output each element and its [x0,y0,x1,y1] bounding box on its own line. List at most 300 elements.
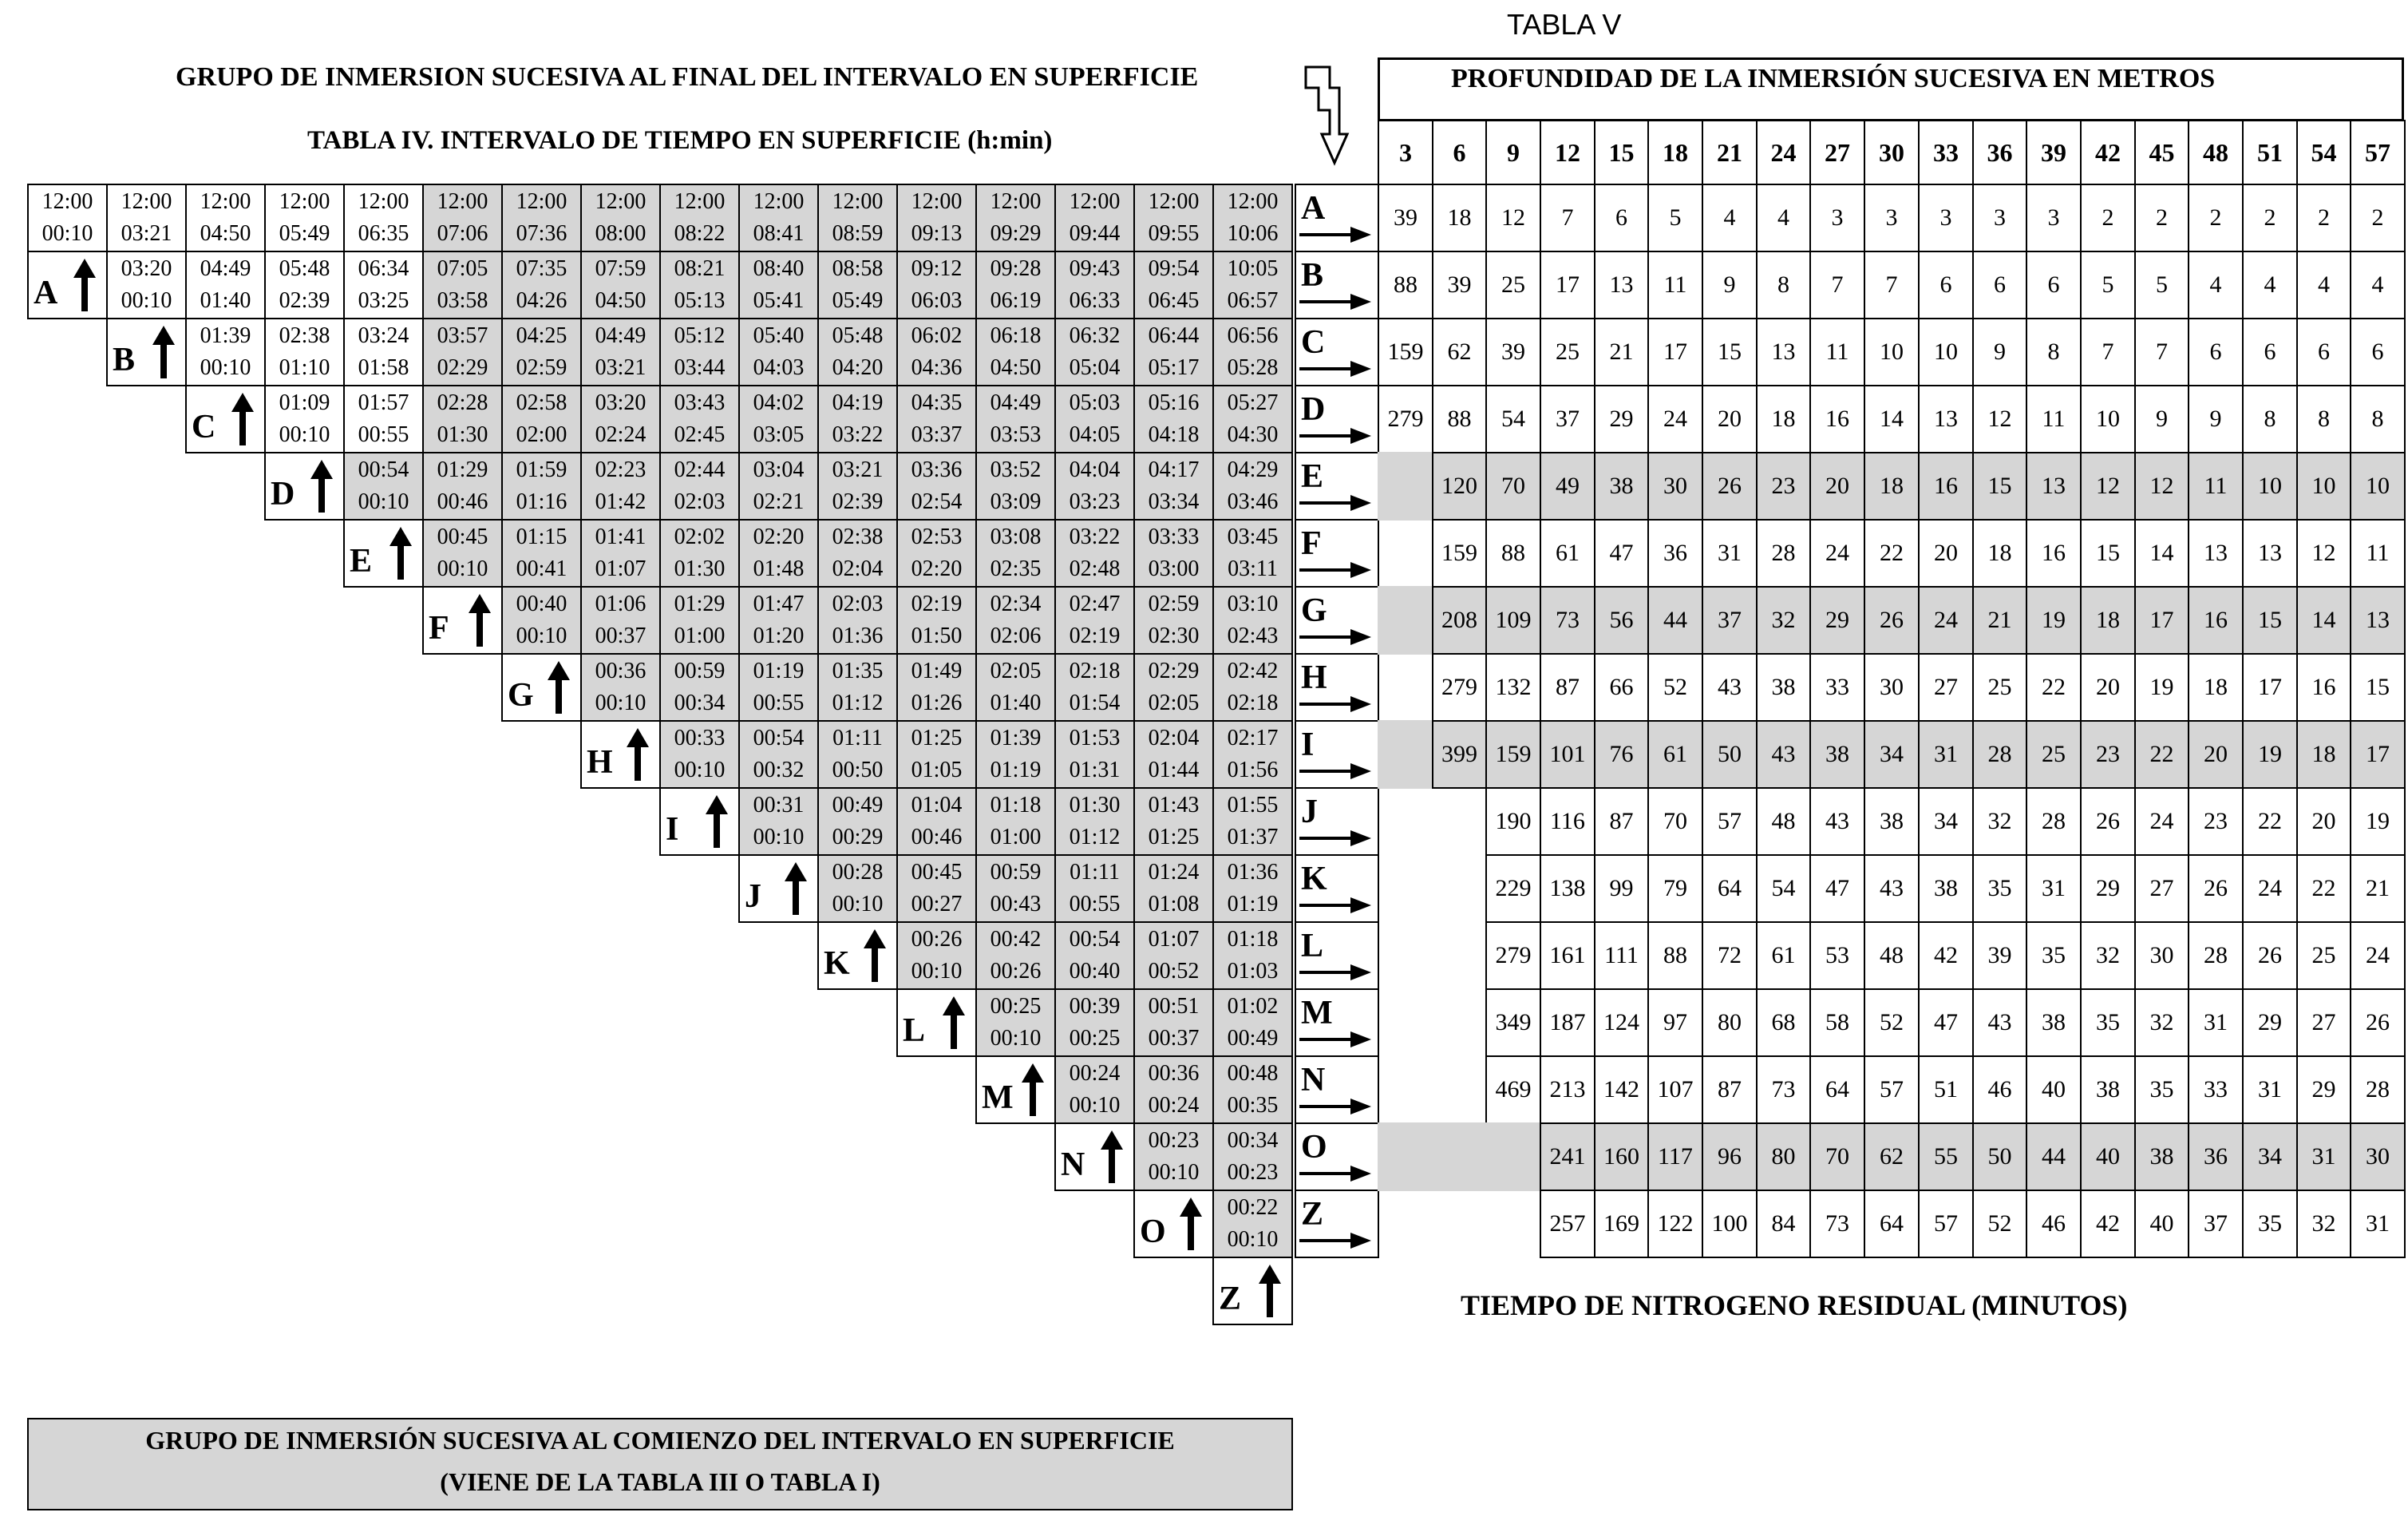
interval-max: 01:06 [595,592,646,616]
interval-max: 08:40 [753,256,805,281]
residual-nitrogen-cell: 27 [2134,854,2189,923]
interval-cell [501,586,582,655]
residual-nitrogen-cell: 70 [1485,452,1541,521]
residual-nitrogen-cell: 20 [2080,653,2136,722]
interval-max: 01:18 [990,793,1042,818]
interval-max: 02:19 [911,592,963,616]
residual-nitrogen-cell: 30 [2134,921,2189,990]
interval-min: 00:10 [1069,1093,1121,1118]
residual-nitrogen-cell: 31 [1702,519,1758,588]
interval-max: 02:38 [279,323,330,348]
residual-nitrogen-cell: 10 [1918,318,1974,386]
residual-nitrogen-cell: 24 [1647,385,1703,453]
interval-cell [738,452,819,521]
residual-nitrogen-cell: 72 [1702,921,1758,990]
interval-min: 05:17 [1148,355,1200,380]
residual-nitrogen-cell: 73 [1540,586,1595,655]
interval-cell [817,854,898,923]
residual-nitrogen-cell: 87 [1540,653,1595,722]
up-arrow-icon [545,659,572,715]
interval-min: 05:49 [832,288,884,313]
end-group-letter: N [1301,1062,1326,1099]
interval-max: 00:45 [437,525,488,549]
interval-min: 04:26 [516,288,567,313]
residual-nitrogen-cell: 122 [1647,1190,1703,1258]
end-group-letter: C [1301,324,1326,361]
interval-cell [501,318,582,386]
interval-cell [1054,586,1135,655]
interval-min: 01:30 [674,556,726,581]
interval-max: 03:04 [753,457,805,482]
residual-nitrogen-cell: 10 [2296,452,2351,521]
residual-nitrogen-cell: 7 [1540,184,1595,252]
interval-cell [343,251,424,319]
up-arrow-icon [1098,1129,1125,1185]
interval-cell [738,385,819,453]
residual-nitrogen-cell: 35 [1972,854,2027,923]
residual-nitrogen-cell: 3 [1972,184,2027,252]
right-arrow-icon [1298,896,1373,915]
residual-nitrogen-cell: 66 [1594,653,1649,722]
interval-max: 12:00 [437,189,488,214]
interval-cell [501,184,582,252]
residual-nitrogen-cell: 18 [2188,653,2244,722]
blank-shade [1432,1122,1487,1191]
interval-cell [1133,988,1214,1057]
interval-max: 03:24 [358,323,409,348]
interval-cell [1212,921,1293,990]
start-group-letter: D [271,476,295,513]
residual-nitrogen-cell: 8 [2350,385,2406,453]
interval-min: 00:10 [121,288,172,313]
interval-cell [580,385,661,453]
residual-nitrogen-cell: 9 [2134,385,2189,453]
residual-nitrogen-cell: 17 [1647,318,1703,386]
interval-min: 01:05 [911,758,963,782]
blank-shade [1378,586,1433,655]
residual-nitrogen-cell: 190 [1485,787,1541,856]
residual-nitrogen-cell: 32 [1972,787,2027,856]
residual-nitrogen-cell: 88 [1485,519,1541,588]
residual-nitrogen-cell: 22 [1864,519,1920,588]
table-v-title: PROFUNDIDAD DE LA INMERSIÓN SUCESIVA EN METROS [1451,64,2216,93]
start-group-letter: K [824,945,850,982]
residual-nitrogen-cell: 43 [1702,653,1758,722]
interval-cell [738,586,819,655]
residual-nitrogen-cell: 10 [2080,385,2136,453]
residual-nitrogen-cell: 57 [1702,787,1758,856]
residual-nitrogen-cell: 10 [1864,318,1920,386]
interval-cell [659,519,740,588]
interval-max: 02:18 [1069,659,1121,683]
residual-nitrogen-cell: 279 [1378,385,1433,453]
interval-min: 04:20 [832,355,884,380]
residual-nitrogen-cell: 16 [2026,519,2082,588]
end-group-cell [1295,854,1379,923]
end-group-letter: Z [1301,1196,1324,1233]
residual-nitrogen-cell: 26 [2188,854,2244,923]
interval-cell [817,251,898,319]
up-arrow-icon [624,726,651,782]
residual-nitrogen-cell: 46 [1972,1055,2027,1124]
interval-max: 01:55 [1227,793,1279,818]
up-arrow-icon [308,458,335,514]
interval-min: 01:50 [911,624,963,648]
residual-nitrogen-cell: 21 [1972,586,2027,655]
interval-max: 00:24 [1069,1061,1121,1086]
start-group-letter: G [508,677,534,714]
end-group-cell [1295,385,1379,453]
interval-cell [1212,1055,1293,1124]
residual-nitrogen-cell: 7 [2134,318,2189,386]
end-group-letter: J [1301,794,1318,830]
residual-nitrogen-cell: 42 [1918,921,1974,990]
residual-nitrogen-cell: 35 [2026,921,2082,990]
residual-nitrogen-cell: 213 [1540,1055,1595,1124]
residual-nitrogen-cell: 15 [2242,586,2298,655]
interval-cell [896,720,977,789]
residual-nitrogen-cell: 7 [1809,251,1865,319]
residual-nitrogen-cell: 19 [2026,586,2082,655]
interval-min: 08:59 [832,221,884,246]
interval-cell [106,251,187,319]
residual-nitrogen-cell: 15 [1702,318,1758,386]
interval-max: 02:02 [674,525,726,549]
interval-min: 02:43 [1227,624,1279,648]
residual-nitrogen-cell: 42 [2080,1190,2136,1258]
residual-nitrogen-cell: 46 [2026,1190,2082,1258]
interval-min: 00:46 [437,489,488,514]
interval-max: 00:36 [595,659,646,683]
residual-nitrogen-cell: 26 [2242,921,2298,990]
depth-header-cell: 51 [2242,120,2298,185]
interval-cell [185,184,266,252]
interval-min: 08:41 [753,221,805,246]
interval-cell [738,787,819,856]
interval-cell [422,385,503,453]
interval-cell [1133,519,1214,588]
right-arrow-icon [1298,426,1373,445]
blank-shade [1378,720,1433,789]
interval-cell [896,921,977,990]
residual-nitrogen-cell: 13 [2188,519,2244,588]
end-group-letter: F [1301,525,1322,562]
interval-min: 01:44 [1148,758,1200,782]
interval-cell [1133,787,1214,856]
interval-cell [1212,452,1293,521]
interval-cell [1212,988,1293,1057]
interval-max: 05:12 [674,323,726,348]
residual-nitrogen-cell: 26 [2350,988,2406,1057]
interval-cell [896,452,977,521]
interval-min: 01:03 [1227,959,1279,984]
interval-min: 00:40 [1069,959,1121,984]
depth-header-cell: 30 [1864,120,1920,185]
blank-shade [1378,1122,1433,1191]
interval-max: 02:38 [832,525,884,549]
residual-nitrogen-cell: 25 [2026,720,2082,789]
interval-min: 02:39 [279,288,330,313]
residual-nitrogen-cell: 37 [1702,586,1758,655]
residual-nitrogen-cell: 2 [2242,184,2298,252]
interval-max: 01:57 [358,390,409,415]
interval-min: 03:46 [1227,489,1279,514]
end-group-cell [1295,720,1379,789]
interval-max: 04:49 [200,256,251,281]
interval-cell [817,787,898,856]
interval-min: 00:10 [911,959,963,984]
interval-min: 04:36 [911,355,963,380]
residual-nitrogen-cell: 62 [1864,1122,1920,1191]
interval-min: 02:29 [437,355,488,380]
interval-min: 01:16 [516,489,567,514]
interval-max: 01:29 [674,592,726,616]
interval-cell [580,452,661,521]
end-group-letter: O [1301,1129,1327,1166]
interval-min: 02:19 [1069,624,1121,648]
residual-nitrogen-cell: 4 [2242,251,2298,319]
interval-min: 08:00 [595,221,646,246]
depth-header-cell: 9 [1485,120,1541,185]
depth-header-cell: 18 [1647,120,1703,185]
interval-max: 01:39 [990,726,1042,750]
residual-nitrogen-cell: 31 [2242,1055,2298,1124]
residual-nitrogen-cell: 53 [1809,921,1865,990]
depth-header-cell: 45 [2134,120,2189,185]
interval-cell [659,385,740,453]
residual-nitrogen-cell: 107 [1647,1055,1703,1124]
interval-cell [817,318,898,386]
residual-nitrogen-cell: 29 [2080,854,2136,923]
interval-cell [659,318,740,386]
interval-cell [185,251,266,319]
residual-nitrogen-cell: 34 [2242,1122,2298,1191]
interval-cell [975,921,1056,990]
residual-nitrogen-cell: 11 [2188,452,2244,521]
residual-nitrogen-cell: 80 [1756,1122,1811,1191]
interval-max: 01:30 [1069,793,1121,818]
interval-min: 00:37 [595,624,646,648]
residual-nitrogen-cell: 9 [1702,251,1758,319]
interval-min: 00:10 [990,1026,1042,1051]
interval-max: 04:49 [990,390,1042,415]
interval-min: 01:12 [1069,825,1121,849]
start-group-letter: C [192,409,216,445]
residual-nitrogen-cell: 2 [2134,184,2189,252]
interval-max: 01:35 [832,659,884,683]
interval-cell [264,184,345,252]
residual-nitrogen-cell: 25 [2296,921,2351,990]
residual-nitrogen-cell: 76 [1594,720,1649,789]
residual-nitrogen-cell: 2 [2080,184,2136,252]
interval-min: 00:55 [358,422,409,447]
residual-nitrogen-cell: 2 [2350,184,2406,252]
depth-header-cell: 39 [2026,120,2082,185]
interval-cell [975,385,1056,453]
residual-nitrogen-cell: 39 [1972,921,2027,990]
residual-nitrogen-cell: 27 [2296,988,2351,1057]
residual-nitrogen-cell: 47 [1809,854,1865,923]
residual-nitrogen-cell: 12 [1485,184,1541,252]
interval-cell [264,385,345,453]
interval-max: 02:53 [911,525,963,549]
residual-nitrogen-cell: 28 [2026,787,2082,856]
residual-nitrogen-cell: 38 [1809,720,1865,789]
interval-max: 09:54 [1148,256,1200,281]
up-arrow-icon [1256,1263,1283,1319]
interval-cell [343,385,424,453]
end-group-cell [1295,1055,1379,1124]
residual-nitrogen-cell: 57 [1864,1055,1920,1124]
residual-nitrogen-cell: 15 [2080,519,2136,588]
up-arrow-icon [387,525,414,581]
interval-min: 02:04 [832,556,884,581]
interval-cell [975,787,1056,856]
residual-nitrogen-cell: 70 [1647,787,1703,856]
residual-nitrogen-cell: 35 [2134,1055,2189,1124]
interval-cell [1054,251,1135,319]
residual-nitrogen-cell: 73 [1809,1190,1865,1258]
residual-nitrogen-cell: 32 [2080,921,2136,990]
interval-max: 00:49 [832,793,884,818]
residual-nitrogen-cell: 35 [2080,988,2136,1057]
interval-max: 00:54 [753,726,805,750]
residual-nitrogen-cell: 25 [1485,251,1541,319]
interval-cell [422,318,503,386]
interval-cell [501,385,582,453]
start-group-cell [580,720,661,789]
up-arrow-icon [861,928,888,984]
residual-nitrogen-cell: 40 [2026,1055,2082,1124]
residual-nitrogen-cell: 19 [2350,787,2406,856]
residual-nitrogen-cell: 26 [1702,452,1758,521]
interval-cell [659,251,740,319]
residual-nitrogen-cell: 38 [1756,653,1811,722]
interval-max: 06:34 [358,256,409,281]
residual-nitrogen-cell: 257 [1540,1190,1595,1258]
interval-max: 01:59 [516,457,567,482]
end-group-letter: H [1301,659,1327,696]
residual-nitrogen-cell: 469 [1485,1055,1541,1124]
depth-header-cell: 27 [1809,120,1865,185]
up-arrow-icon [229,391,256,447]
residual-nitrogen-cell: 6 [2026,251,2082,319]
residual-nitrogen-cell: 37 [1540,385,1595,453]
interval-cell [1133,318,1214,386]
up-arrow-icon [703,794,730,849]
residual-nitrogen-cell: 13 [1918,385,1974,453]
residual-nitrogen-cell: 159 [1485,720,1541,789]
depth-header-cell: 15 [1594,120,1649,185]
start-group-cell [1212,1257,1293,1325]
interval-max: 00:59 [674,659,726,683]
right-arrow-icon [1298,292,1373,311]
residual-nitrogen-cell: 96 [1702,1122,1758,1191]
start-group-letter: E [350,543,373,580]
residual-nitrogen-cell: 4 [2188,251,2244,319]
start-group-cell [264,452,345,521]
residual-nitrogen-cell: 30 [1647,452,1703,521]
end-group-cell [1295,318,1379,386]
interval-max: 04:17 [1148,457,1200,482]
residual-nitrogen-cell: 87 [1594,787,1649,856]
residual-nitrogen-cell: 279 [1432,653,1487,722]
interval-cell [1054,184,1135,252]
interval-min: 02:20 [911,556,963,581]
residual-nitrogen-cell: 87 [1702,1055,1758,1124]
right-arrow-icon [1298,627,1373,647]
residual-nitrogen-cell: 33 [1809,653,1865,722]
interval-min: 00:10 [674,758,726,782]
interval-min: 03:53 [990,422,1042,447]
residual-nitrogen-cell: 24 [2350,921,2406,990]
residual-nitrogen-cell: 51 [1918,1055,1974,1124]
residual-nitrogen-cell: 70 [1809,1122,1865,1191]
interval-max: 01:07 [1148,927,1200,952]
up-arrow-icon [1019,1062,1046,1118]
interval-max: 02:44 [674,457,726,482]
interval-max: 02:20 [753,525,805,549]
interval-max: 00:40 [516,592,567,616]
interval-cell [975,318,1056,386]
start-group-letter: Z [1219,1281,1242,1317]
interval-min: 02:35 [990,556,1042,581]
interval-min: 02:45 [674,422,726,447]
residual-nitrogen-cell: 99 [1594,854,1649,923]
residual-nitrogen-cell: 84 [1756,1190,1811,1258]
interval-min: 00:10 [516,624,567,648]
table-v-footer: TIEMPO DE NITROGENO RESIDUAL (MINUTOS) [1461,1289,2128,1321]
interval-max: 12:00 [753,189,805,214]
start-group-letter: F [429,610,449,647]
end-group-cell [1295,251,1379,319]
interval-cell [343,318,424,386]
start-group-letter: B [113,342,136,378]
residual-nitrogen-cell: 17 [2350,720,2406,789]
interval-cell [580,251,661,319]
interval-min: 00:49 [1227,1026,1279,1051]
interval-cell [1054,385,1135,453]
interval-max: 01:18 [1227,927,1279,952]
interval-min: 00:37 [1148,1026,1200,1051]
interval-cell [185,318,266,386]
residual-nitrogen-cell: 10 [2350,452,2406,521]
residual-nitrogen-cell: 37 [2188,1190,2244,1258]
interval-cell [422,184,503,252]
interval-max: 12:00 [1227,189,1279,214]
interval-max: 09:43 [1069,256,1121,281]
residual-nitrogen-cell: 15 [2350,653,2406,722]
interval-max: 12:00 [990,189,1042,214]
interval-cell [896,586,977,655]
interval-cell [1212,519,1293,588]
start-group-cell [817,921,898,990]
residual-nitrogen-cell: 18 [2296,720,2351,789]
interval-min: 01:00 [674,624,726,648]
interval-min: 09:44 [1069,221,1121,246]
interval-max: 06:32 [1069,323,1121,348]
residual-nitrogen-cell: 34 [1864,720,1920,789]
start-group-letter: J [745,878,761,915]
residual-nitrogen-cell: 138 [1540,854,1595,923]
interval-cell [1133,385,1214,453]
interval-max: 00:22 [1227,1195,1279,1220]
interval-cell [422,519,503,588]
interval-max: 01:43 [1148,793,1200,818]
interval-min: 01:58 [358,355,409,380]
residual-nitrogen-cell: 30 [1864,653,1920,722]
interval-max: 06:56 [1227,323,1279,348]
